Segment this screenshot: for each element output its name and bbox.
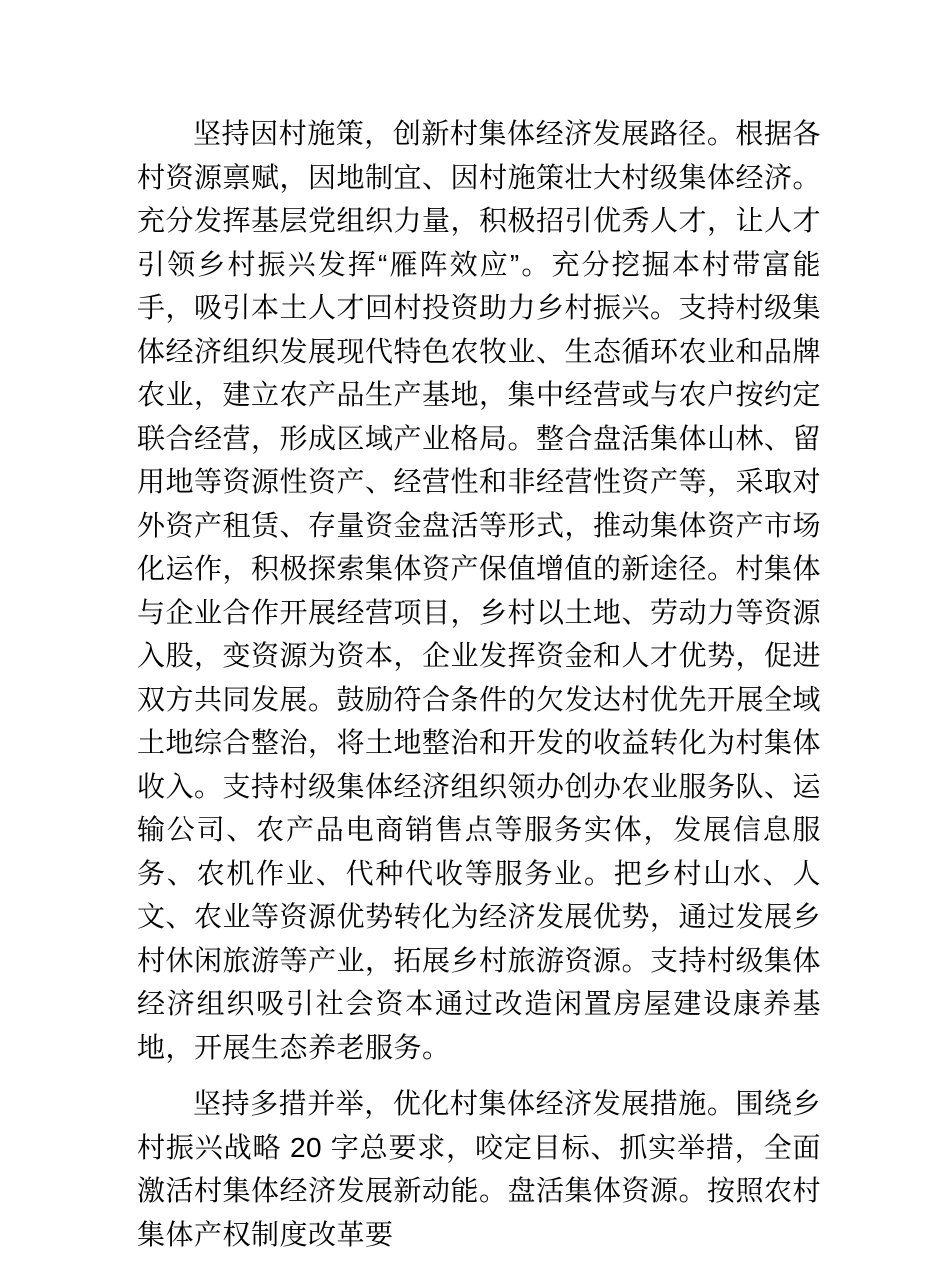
paragraph-multi-measures: 坚持多措并举，优化村集体经济发展措施。围绕乡村振兴战略 20 字总要求，咬定目标、抓实举措，全面激活村集体经济发展新动能。盘活集体资源。按照农村集体产权制度改革要 [137, 1088, 822, 1250]
paragraph-village-policy: 坚持因村施策，创新村集体经济发展路径。根据各村资源禀赋，因地制宜、因村施策壮大村级集体经济。充分发挥基层党组织力量，积极招引优秀人才，让人才引领乡村振兴发挥“雁阵效应”。充分挖掘本村带富能手，吸引本土人才回村投资助力乡村振兴。支持村级集体经济组织发展现代特色农牧业、生态循环农业和品牌农业，建立农产品生产基地，集中经营或与农户按约定联合经营，形成区域产业格局。整合盘活集体山林、留用地等资源性资产、经营性和非经营性资产等，采取对外资产租赁、存量资金盘活等形式，推动集体资产市场化运作，积极探索集体资产保值增值的新途径。村集体与企业合作开展经营项目，乡村以土地、劳动力等资源入股，变资源为资本，企业发挥资金和人才优势，促进双方共同发展。鼓励符合条件的欠发达村优先开展全域土地综合整治，将土地整治和开发的收益转化为村集体收入。支持村级集体经济组织领办创办农业服务队、运输公司、农产品电商销售点等服务实体，发展信息服务、农机作业、代种代收等服务业。把乡村山水、人文、农业等资源优势转化为经济发展优势，通过发展乡村休闲旅游等产业，拓展乡村旅游资源。支持村级集体经济组织吸引社会资本通过改造闲置房屋建设康养基地，开展生态养老服务。 [137, 118, 822, 1063]
document-body-text [137, 112, 821, 1269]
